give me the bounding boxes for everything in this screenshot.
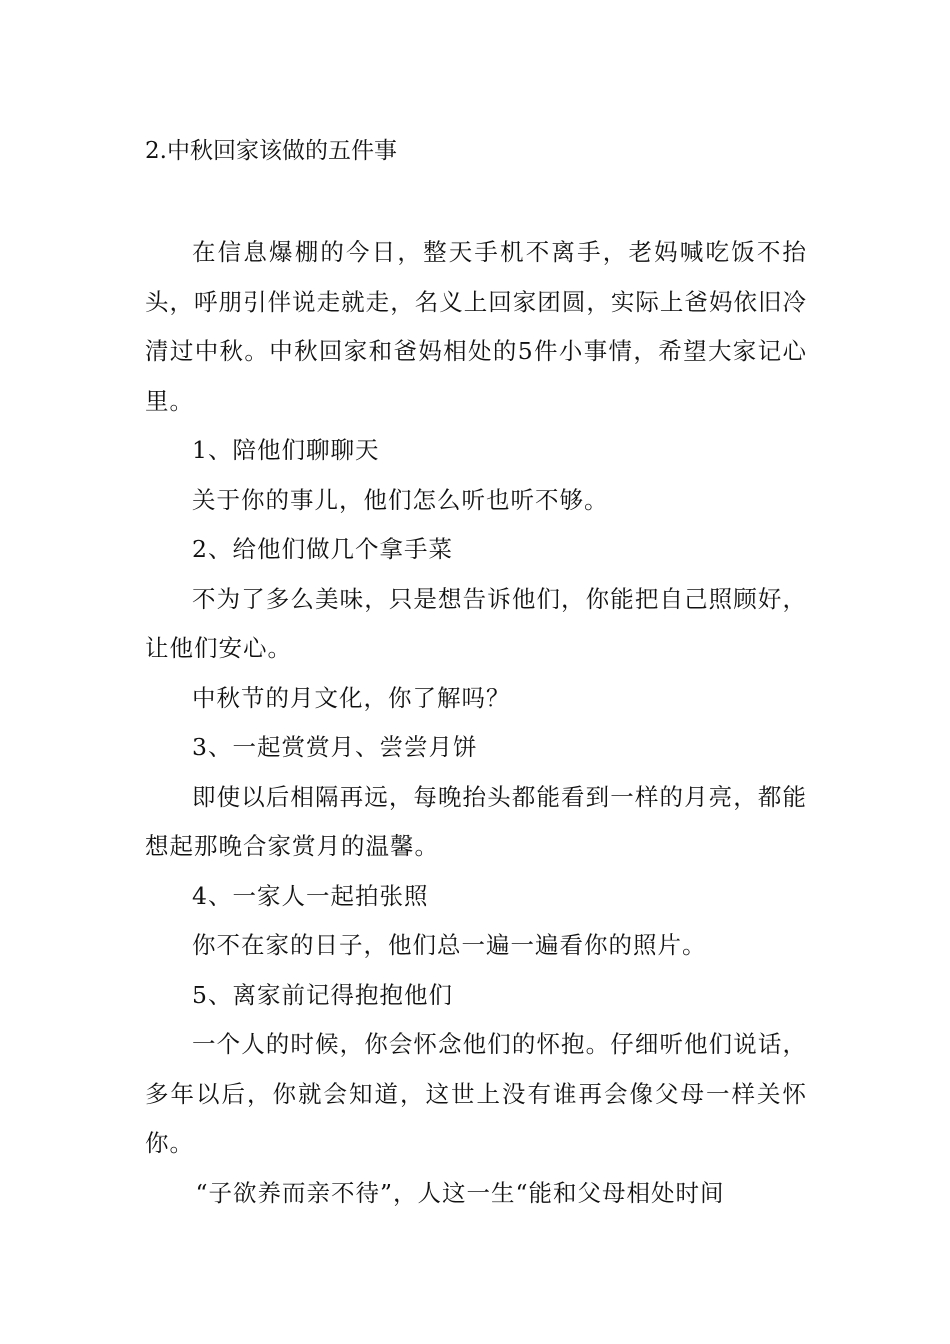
item-heading-1: 1、陪他们聊聊天 — [192, 436, 380, 464]
item-text-3: 即使以后相隔再远，每晚抬头都能看到一样的月亮，都能想起那晚合家赏月的温馨。 — [145, 782, 807, 860]
item-text-4: 你不在家的日子，他们总一遍一遍看你的照片。 — [192, 931, 707, 959]
item-heading-3: 3、一起赏赏月、尝尝月饼 — [192, 733, 478, 761]
item-text-5: 一个人的时候，你会怀念他们的怀抱。仔细听他们说话，多年以后，你就会知道，这世上没有谁再会像父母一样关怀你。 — [145, 1030, 807, 1157]
item-text-1: 关于你的事儿，他们怎么听也听不够。 — [192, 485, 609, 514]
item-heading-5: 5、离家前记得抱抱他们 — [192, 980, 453, 1009]
item-text-2: 不为了多么美味，只是想告诉他们，你能把自己照顾好，让他们安心。 — [145, 584, 807, 662]
intro-paragraph: 在信息爆棚的今日，整天手机不离手，老妈喊吃饭不抬头，呼朋引伴说走就走，名义上回家团圆，实际上爸妈依旧冷清过中秋。中秋回家和爸妈相处的5件小事情，希望大家记心里。 — [145, 238, 807, 415]
section-title: 2.中秋回家该做的五件事 — [145, 138, 397, 164]
document-body — [145, 228, 807, 1218]
aside-paragraph: 中秋节的月文化，你了解吗？ — [192, 683, 511, 712]
closing-paragraph: “子欲养而亲不待”，人这一生“能和父母相处时间 — [195, 1178, 725, 1207]
item-heading-2: 2、给他们做几个拿手菜 — [192, 535, 453, 563]
item-heading-4: 4、一家人一起拍张照 — [192, 881, 429, 910]
